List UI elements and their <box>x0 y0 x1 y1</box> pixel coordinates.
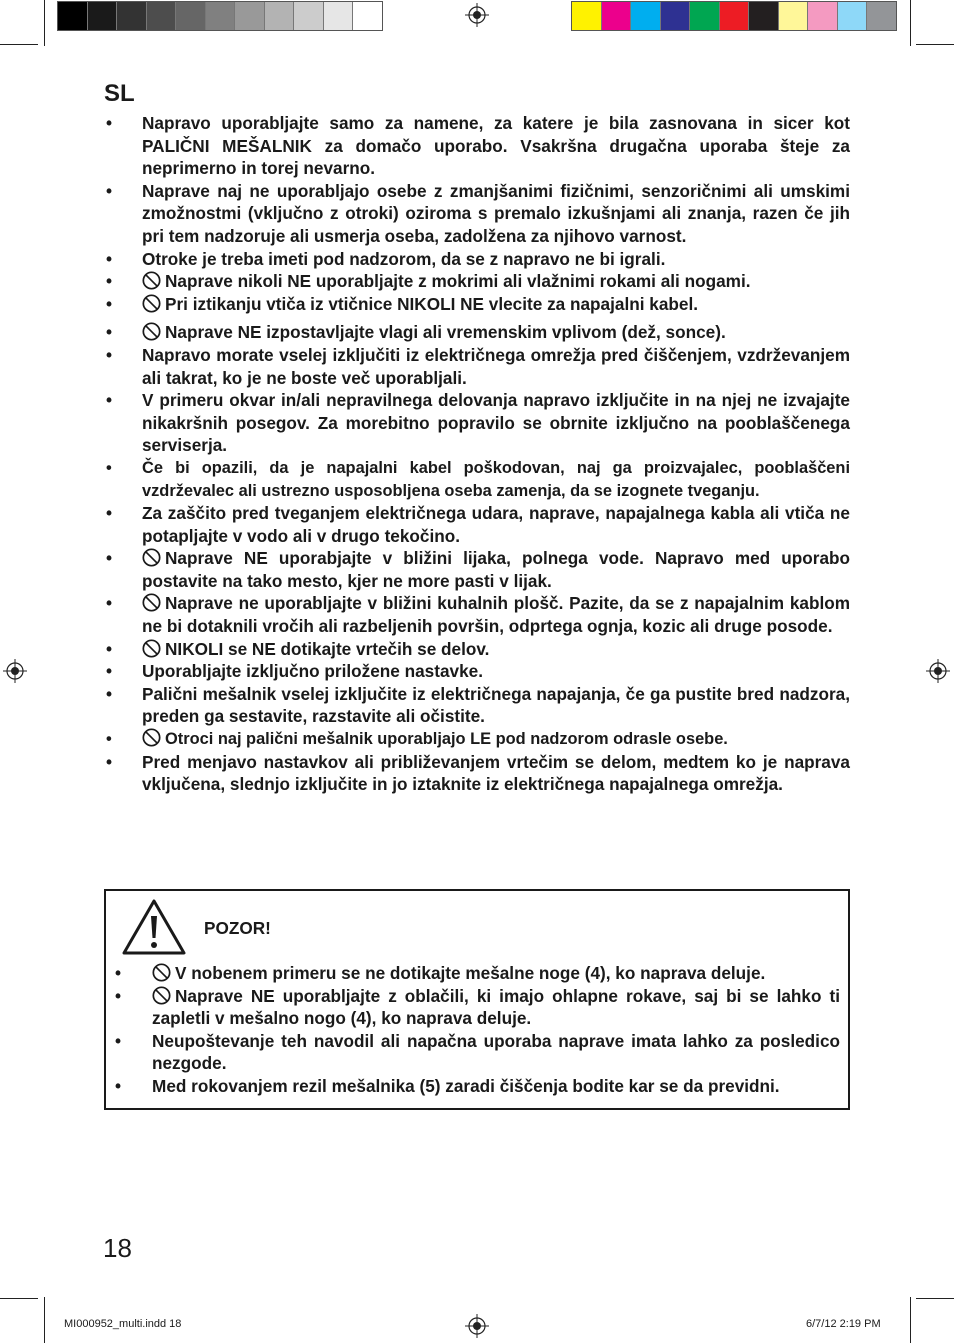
instruction-item <box>104 683 850 728</box>
warning-item <box>112 962 840 985</box>
gray-swatch <box>117 2 147 30</box>
instruction-text: Napravo uporabljajte samo za namene, za katere je bila zasnovana in sicer kot PALIČNI MEŠALNIK za domačo uporabo. Vsakršna drugačna uporaba šteje za neprimerno in torej nevarno. <box>142 113 850 179</box>
color-swatch <box>631 2 661 30</box>
crop-mark-top-right-h <box>916 44 954 45</box>
language-code-heading: SL <box>104 80 135 107</box>
warning-item <box>112 1030 840 1075</box>
gray-swatch <box>324 2 354 30</box>
color-swatch <box>572 2 602 30</box>
gray-swatch <box>147 2 177 30</box>
instruction-item <box>104 293 850 316</box>
prohibition-icon <box>142 322 161 341</box>
instruction-item <box>104 270 850 293</box>
instruction-item <box>104 112 850 180</box>
warning-text: Naprave NE uporabljajte z oblačili, ki imajo ohlapne rokave, saj bi se lahko ti zapletli v mešalno nogo (4), ko naprava deluje. <box>152 985 840 1029</box>
gray-swatch <box>294 2 324 30</box>
safety-instructions-list <box>104 112 850 796</box>
instruction-text: Za zaščito pred tveganjem električnega udara, naprave, napajalnega kabla ali vtiča ne potapljajte v vodo ali v drugo tekočino. <box>142 503 850 546</box>
instruction-text: Uporabljajte izključno priložene nastavke. <box>142 661 483 682</box>
gray-swatch <box>58 2 88 30</box>
prohibition-icon <box>142 271 161 290</box>
prohibition-icon <box>152 986 171 1005</box>
crop-mark-bottom-left-h <box>0 1298 38 1299</box>
color-swatch <box>779 2 809 30</box>
color-swatch <box>867 2 896 30</box>
instruction-item <box>104 502 850 547</box>
gray-swatch <box>176 2 206 30</box>
instruction-text: Naprave NE izpostavljajte vlagi ali vremenskim vplivom (dež, sonce). <box>165 322 726 343</box>
instruction-item <box>104 592 850 637</box>
warning-triangle-icon <box>121 898 187 956</box>
instruction-text: Naprave naj ne uporabljajo osebe z zmanjšanimi fizičnimi, senzoričnimi ali umskimi zmožnostmi (vključno z otroki) oziroma s premalo izkušnjami ali znanja, razen če jih pri tem nadzoruje ali usmerja oseba, zadolžena za njihovo varnost. <box>142 180 850 246</box>
instruction-text: Otroke je treba imeti pod nadzorom, da se z napravo ne bi igrali. <box>142 248 666 269</box>
file-slug: MI000952_multi.indd 18 <box>64 1318 182 1330</box>
color-swatch <box>808 2 838 30</box>
instruction-item <box>104 728 850 751</box>
warning-text: Neupoštevanje teh navodil ali napačna uporaba naprave imata lahko za posledico nezgode. <box>152 1030 840 1074</box>
instruction-text: Pri iztikanju vtiča iz vtičnice NIKOLI NE vlecite za napajalni kabel. <box>165 293 698 314</box>
instruction-text: Otroci naj palični mešalnik uporabljajo LE pod nadzorom odrasle osebe. <box>165 730 728 749</box>
crop-mark-bottom-right-h <box>916 1298 954 1299</box>
warning-item <box>112 985 840 1030</box>
grayscale-color-bar <box>57 1 383 31</box>
instruction-text: Če bi opazili, da je napajalni kabel poškodovan, naj ga proizvajalec, pooblaščeni vzdrževalec ali ustrezno usposobljena oseba zamenja, da se izognete tveganju. <box>142 458 850 500</box>
instruction-item <box>104 547 850 592</box>
crop-mark-top-left-v <box>44 0 45 46</box>
color-swatch <box>838 2 868 30</box>
prohibition-icon <box>142 728 161 747</box>
registration-mark-icon <box>465 1314 489 1338</box>
instruction-text: Naprave NE uporabjajte v bližini lijaka, polnega vode. Napravo med uporabo postavite na tako mesto, kjer ne more pasti v lijak. <box>142 548 850 591</box>
color-swatch <box>661 2 691 30</box>
warning-list <box>112 962 840 1098</box>
registration-mark-icon <box>465 3 489 27</box>
crop-mark-bottom-left-v <box>44 1297 45 1343</box>
crop-mark-top-left-h <box>0 44 38 45</box>
color-swatch <box>602 2 632 30</box>
color-swatch <box>749 2 779 30</box>
instruction-text: Naprave ne uporabljajte v bližini kuhalnih plošč. Pazite, da se z napajalnim kablom ne bi dotaknili vročih ali razbeljenih površin, odprtega ognja, kozic ali druge posode. <box>142 593 850 637</box>
gray-swatch <box>265 2 295 30</box>
instruction-item <box>104 344 850 389</box>
prohibition-icon <box>142 294 161 313</box>
instruction-item <box>104 321 850 344</box>
instruction-item <box>104 457 850 502</box>
instruction-text: NIKOLI se NE dotikajte vrtečih se delov. <box>165 638 490 659</box>
registration-mark-icon <box>3 659 27 683</box>
prohibition-icon <box>142 593 161 612</box>
instruction-item <box>104 638 850 661</box>
instruction-text: V primeru okvar in/ali nepravilnega delovanja napravo izključite in na njej ne izvajajte nikakršnih posegov. Za morebitno popravilo se obrnite izključno na pooblaščenega serviserja. <box>142 390 850 456</box>
warning-text: Med rokovanjem rezil mešalnika (5) zaradi čiščenja bodite kar se da previdni. <box>152 1075 780 1096</box>
gray-swatch <box>88 2 118 30</box>
warning-text: V nobenem primeru se ne dotikajte mešalne noge (4), ko naprava deluje. <box>175 963 766 983</box>
instruction-text: Napravo morate vselej izključiti iz električnega omrežja pred čiščenjem, vzdrževanjem ali takrat, ko je ne boste več uporabljali. <box>142 344 850 388</box>
instruction-item <box>104 389 850 457</box>
registration-mark-icon <box>926 659 950 683</box>
instruction-text: Palični mešalnik vselej izključite iz električnega napajanja, če ga pustite bred nadzora, preden ga sestavite, razstavite ali očistite. <box>142 683 850 727</box>
crop-mark-top-right-v <box>910 0 911 46</box>
instruction-text: Naprave nikoli NE uporabljajte z mokrimi ali vlažnimi rokami ali nogami. <box>165 271 751 292</box>
page-number: 18 <box>103 1233 132 1263</box>
prohibition-icon <box>152 963 171 982</box>
color-swatch <box>690 2 720 30</box>
date-slug: 6/7/12 2:19 PM <box>806 1318 881 1330</box>
warning-title: POZOR! <box>204 918 271 938</box>
gray-swatch <box>353 2 382 30</box>
instruction-item <box>104 248 850 271</box>
warning-item <box>112 1075 840 1098</box>
instruction-text: Pred menjavo nastavkov ali približevanjem vrtečim se delom, medtem ko je naprava vključena, slednjo izključite in jo iztaknite iz električnega napajalnega omrežja. <box>142 751 850 795</box>
instruction-item <box>104 660 850 683</box>
crop-mark-bottom-right-v <box>910 1297 911 1343</box>
warning-box <box>104 889 850 1110</box>
gray-swatch <box>206 2 236 30</box>
instruction-item <box>104 751 850 796</box>
prohibition-icon <box>142 639 161 658</box>
gray-swatch <box>235 2 265 30</box>
process-color-bar <box>571 1 897 31</box>
color-swatch <box>720 2 750 30</box>
prohibition-icon <box>142 548 161 567</box>
instruction-item <box>104 180 850 248</box>
